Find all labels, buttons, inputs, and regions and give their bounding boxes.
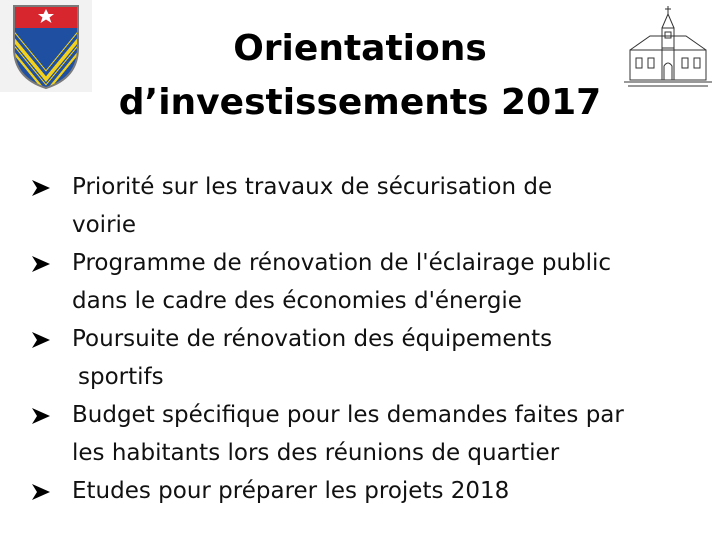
bullet-item [30, 472, 710, 510]
bullet-item [30, 396, 710, 472]
bullet-text: sportifs [78, 364, 164, 390]
church-drawing-logo [622, 4, 714, 90]
bullet-item [30, 244, 710, 320]
arrow-bullet-icon [30, 253, 52, 275]
bullet-text: Programme de rénovation de l'éclairage public [72, 250, 612, 276]
bullet-text: Budget spécifique pour les demandes faites par [72, 402, 624, 428]
bullet-text: les habitants lors des réunions de quartier [72, 440, 560, 466]
bullet-list [30, 168, 710, 510]
bullet-text: Poursuite de rénovation des équipements [72, 326, 553, 352]
bullet-text: Priorité sur les travaux de sécurisation de [72, 174, 553, 200]
arrow-bullet-icon [30, 329, 52, 351]
coat-of-arms-logo [0, 0, 92, 92]
page-title [90, 22, 630, 130]
arrow-bullet-icon [30, 177, 52, 199]
title-line-2: d’investissements 2017 [118, 82, 602, 123]
title-line-1: Orientations [233, 28, 487, 69]
bullet-text: Etudes pour préparer les projets 2018 [72, 478, 510, 504]
bullet-text: dans le cadre des économies d'énergie [72, 288, 522, 314]
arrow-bullet-icon [30, 405, 52, 427]
bullet-item [30, 320, 710, 396]
arrow-bullet-icon [30, 481, 52, 503]
bullet-item [30, 168, 710, 244]
bullet-text: voirie [72, 212, 137, 238]
